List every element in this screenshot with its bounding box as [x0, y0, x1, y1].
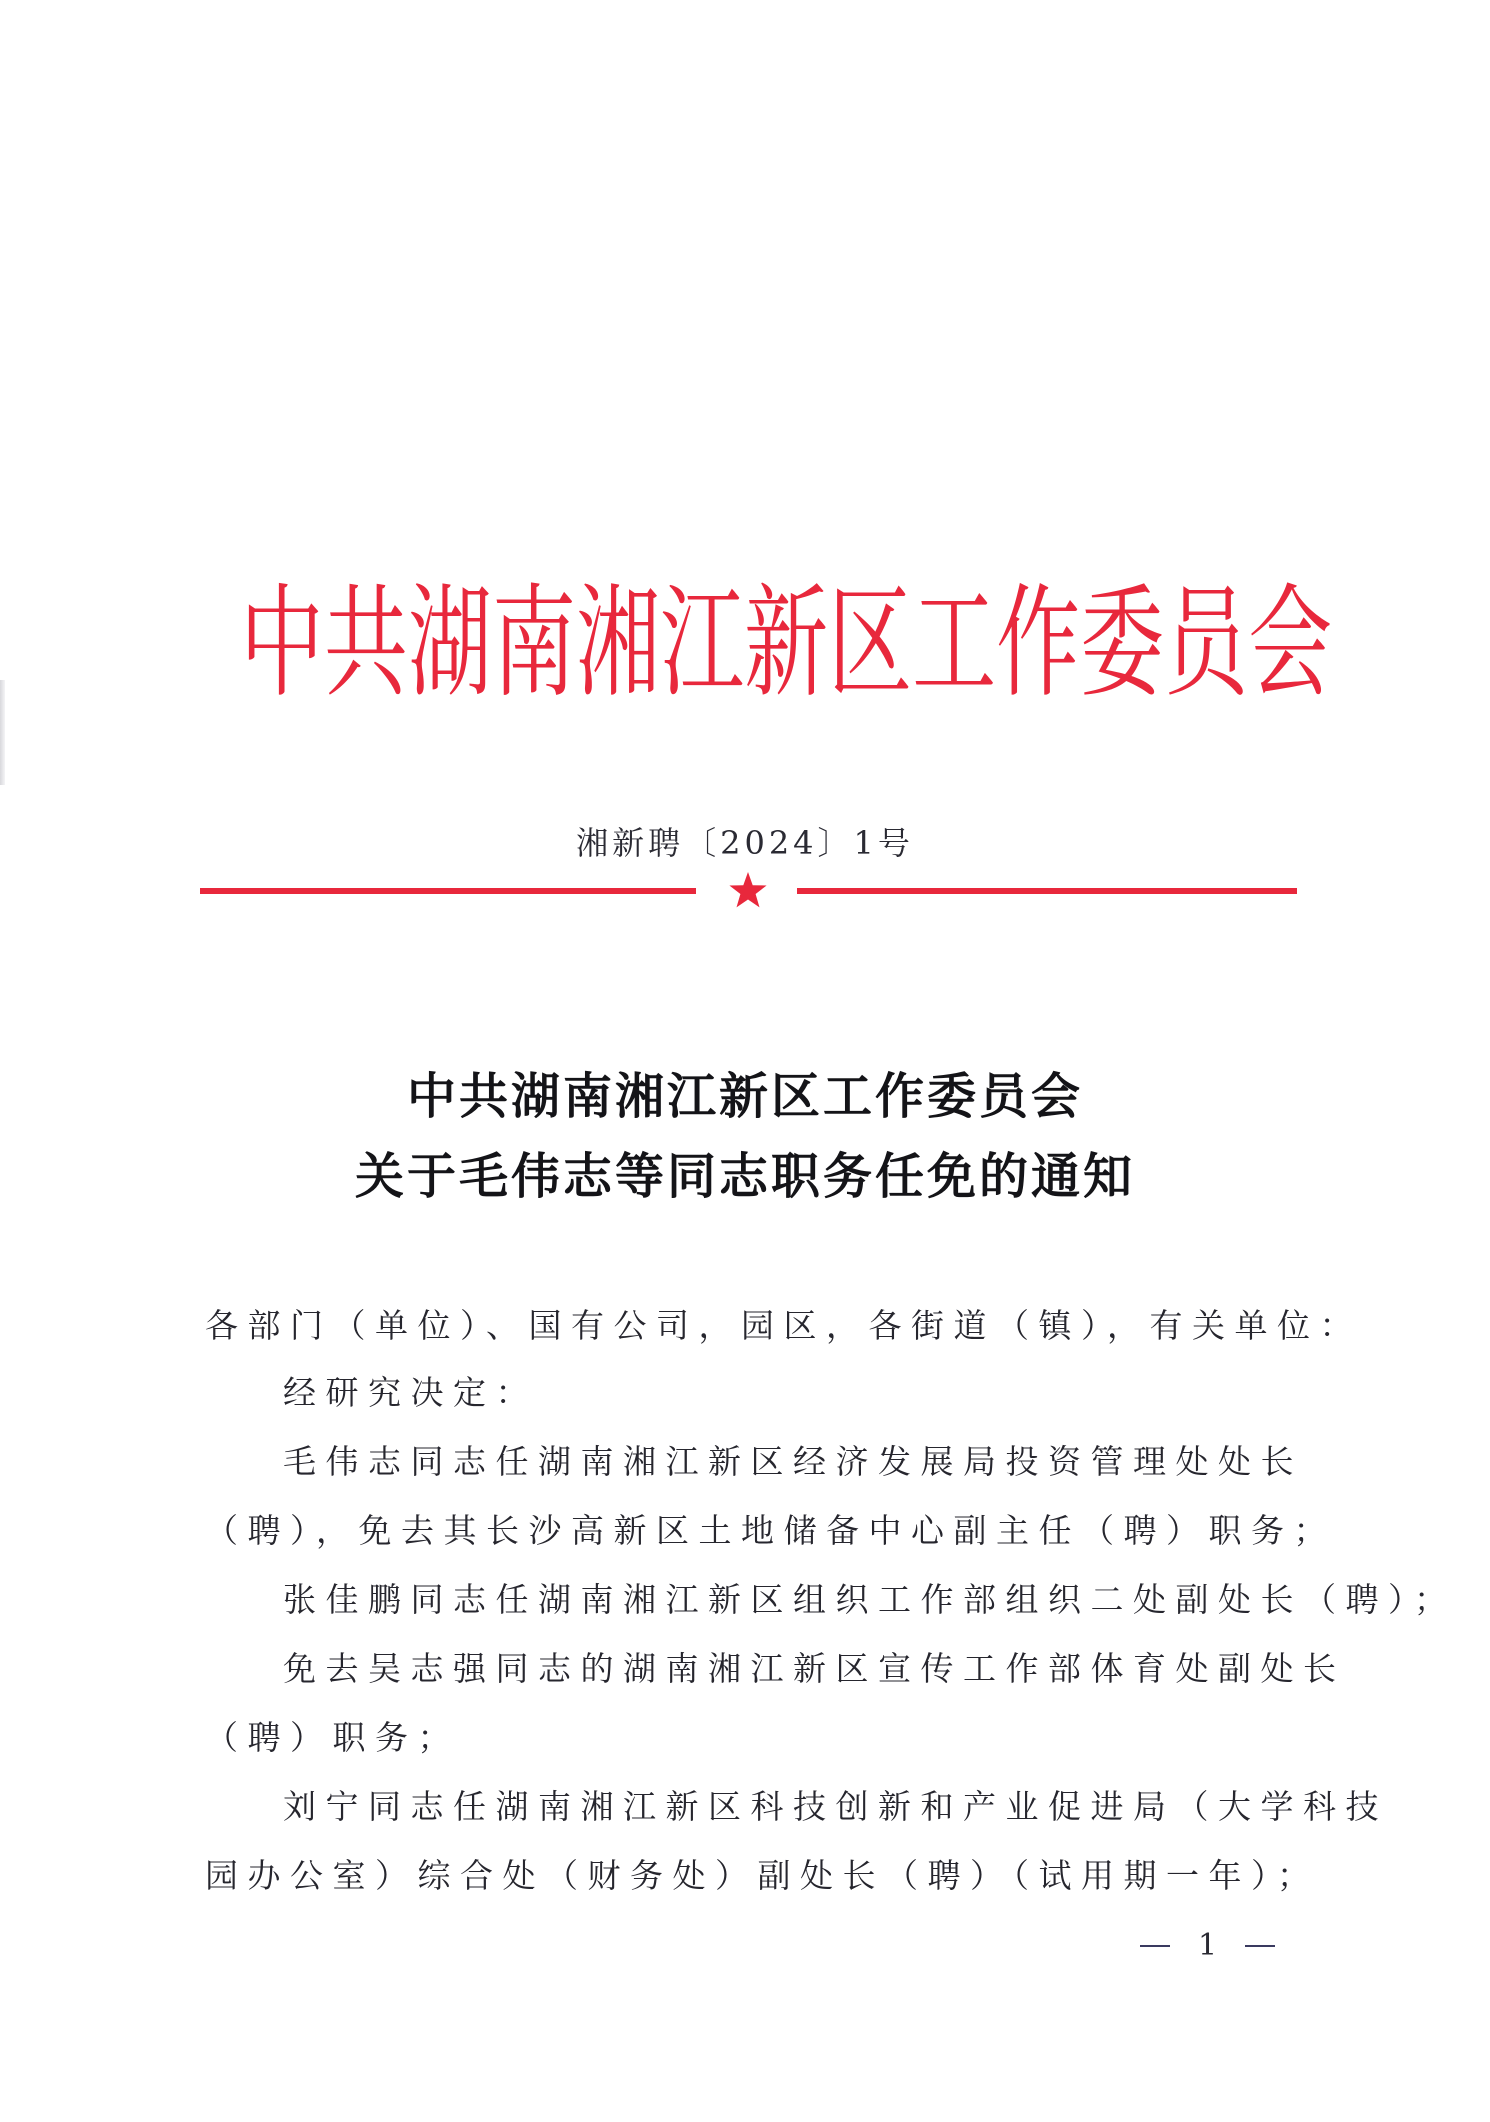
- body-paragraph: 张佳鹏同志任湖南湘江新区组织工作部组织二处副处长（聘）；: [283, 1580, 1457, 1619]
- notice-title-line1: 中共湖南湘江新区工作委员会: [406, 1068, 1083, 1125]
- page-number: [1140, 1928, 1275, 1963]
- body-paragraph: （聘）职务；: [205, 1718, 460, 1757]
- body-paragraph: 经研究决定：: [283, 1373, 538, 1412]
- body-paragraph: 刘宁同志任湖南湘江新区科技创新和产业促进局（大学科技: [283, 1787, 1388, 1826]
- salutation: 各部门（单位）、国有公司，园区，各街道（镇），有关单位：: [205, 1306, 1362, 1345]
- issuer-char: 湘: [576, 571, 661, 715]
- issuer-red-header: [240, 571, 1333, 715]
- issuer-char: 中: [240, 571, 325, 715]
- issuer-char: 委: [1080, 571, 1165, 715]
- issuer-char: 员: [1164, 571, 1249, 715]
- red-rule-right: [797, 888, 1297, 894]
- issuer-char: 工: [912, 571, 997, 715]
- scan-edge-artifact: [0, 680, 5, 785]
- page-number-value: 1: [1198, 1928, 1218, 1963]
- issuer-char: 新: [744, 571, 829, 715]
- red-rule-left: [200, 888, 696, 894]
- issuer-char: 作: [996, 571, 1081, 715]
- issuer-char: 区: [828, 571, 913, 715]
- body-paragraph: 免去吴志强同志的湖南湘江新区宣传工作部体育处副处长: [283, 1649, 1346, 1688]
- notice-title-line2: 关于毛伟志等同志职务任免的通知: [354, 1148, 1135, 1205]
- issuer-char: 共: [324, 571, 409, 715]
- dash-left: [1140, 1945, 1170, 1947]
- dash-right: [1245, 1945, 1275, 1947]
- body-paragraph: 园办公室）综合处（财务处）副处长（聘）（试用期一年）；: [205, 1856, 1320, 1895]
- issuer-char: 南: [492, 571, 577, 715]
- body-paragraph: 毛伟志同志任湖南湘江新区经济发展局投资管理处处长: [283, 1442, 1303, 1481]
- issuer-char: 湖: [408, 571, 493, 715]
- issuer-char: 江: [660, 571, 745, 715]
- document-number: 湘新聘〔2024〕1号: [576, 824, 914, 862]
- star-icon: [728, 870, 768, 910]
- body-paragraph: （聘），免去其长沙高新区土地储备中心副主任（聘）职务；: [205, 1511, 1336, 1550]
- issuer-char: 会: [1248, 571, 1333, 715]
